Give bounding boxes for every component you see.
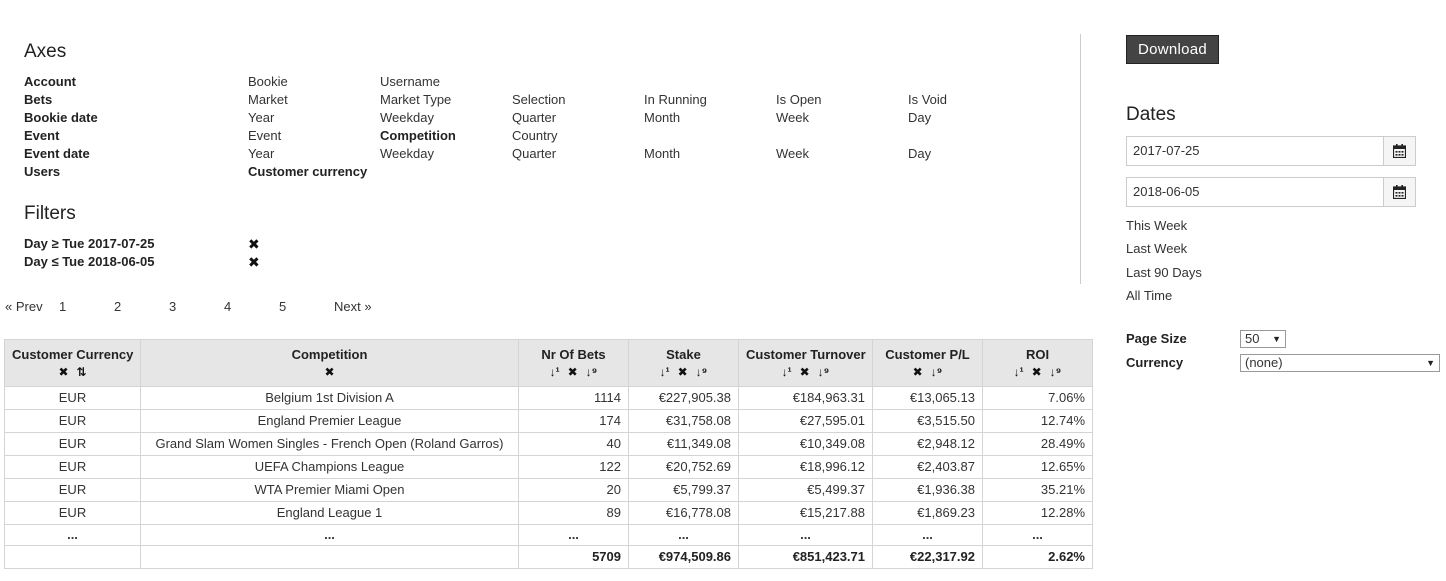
quick-range-last-week[interactable]: Last Week	[1126, 241, 1188, 256]
axis-option[interactable]: Quarter	[512, 146, 557, 161]
table-cell: England Premier League	[141, 410, 519, 433]
remove-icon[interactable]: ✖	[799, 364, 810, 379]
table-cell: €11,349.08	[629, 433, 739, 456]
table-row	[5, 479, 1093, 502]
axis-option[interactable]: Customer currency	[248, 164, 368, 179]
ellipsis-cell: ...	[519, 525, 629, 546]
sort-desc-icon[interactable]: ↓⁹	[695, 364, 708, 379]
axis-option[interactable]: In Running	[644, 92, 707, 107]
table-cell: €13,065.13	[873, 387, 983, 410]
pagination-page-3[interactable]: 3	[169, 299, 177, 314]
axes-title: Axes	[24, 41, 67, 62]
table-cell: €1,869.23	[873, 502, 983, 525]
page-size-label: Page Size	[1126, 331, 1187, 346]
table-cell: EUR	[5, 387, 141, 410]
table-cell: Grand Slam Women Singles - French Open (Roland Garros)	[141, 433, 519, 456]
date-from-field[interactable]	[1126, 136, 1416, 166]
axis-option[interactable]: Weekday	[380, 146, 434, 161]
table-cell: 12.74%	[983, 410, 1093, 433]
table-cell: 40	[519, 433, 629, 456]
axis-option[interactable]: Market Type	[380, 92, 452, 107]
remove-icon[interactable]: ✖	[58, 364, 69, 379]
col-header-label: Customer Currency	[12, 346, 134, 362]
total-cell	[5, 546, 141, 569]
table-cell: €20,752.69	[629, 456, 739, 479]
table-cell: England League 1	[141, 502, 519, 525]
axis-option[interactable]: Week	[776, 146, 809, 161]
sort-icon[interactable]: ⇅	[76, 364, 87, 379]
remove-icon[interactable]: ✖	[912, 364, 923, 379]
table-cell: €5,499.37	[739, 479, 873, 502]
col-header-label: Stake	[666, 346, 701, 362]
axis-option[interactable]: Is Open	[776, 92, 822, 107]
axis-option[interactable]: Week	[776, 110, 809, 125]
dates-title: Dates	[1126, 104, 1176, 125]
axis-option[interactable]: Weekday	[380, 110, 434, 125]
axis-option[interactable]: Selection	[512, 92, 566, 107]
col-header-customer-pl	[873, 340, 983, 387]
ellipsis-cell: ...	[739, 525, 873, 546]
axis-option[interactable]: Year	[248, 110, 275, 125]
table-header-row	[5, 340, 1093, 387]
table-cell: Belgium 1st Division A	[141, 387, 519, 410]
total-cell	[141, 546, 519, 569]
date-to-value: 2018-06-05	[1133, 184, 1200, 199]
axis-option[interactable]: Day	[908, 110, 932, 125]
col-header-label: Customer P/L	[885, 346, 970, 362]
table-totals-row	[5, 546, 1093, 569]
axis-option[interactable]: Year	[248, 146, 275, 161]
axis-option[interactable]: Country	[512, 128, 558, 143]
axis-option[interactable]: Bookie	[248, 74, 288, 89]
remove-filter-icon[interactable]: ✖	[248, 254, 260, 270]
pagination-page-4[interactable]: 4	[224, 299, 232, 314]
axis-option[interactable]: Event	[248, 128, 282, 143]
sort-desc-icon[interactable]: ↓⁹	[1049, 364, 1062, 379]
results-table	[4, 339, 1093, 569]
calendar-icon[interactable]	[1383, 137, 1415, 165]
table-cell: €3,515.50	[873, 410, 983, 433]
currency-label: Currency	[1126, 355, 1184, 370]
axis-group-label: Bets	[24, 92, 53, 107]
date-from-value: 2017-07-25	[1133, 143, 1200, 158]
table-cell: 7.06%	[983, 387, 1093, 410]
axis-group-label: Event	[24, 128, 60, 143]
col-header-label: Competition	[291, 346, 368, 362]
table-cell: 12.65%	[983, 456, 1093, 479]
table-cell: €27,595.01	[739, 410, 873, 433]
sort-asc-icon[interactable]: ↓¹	[1013, 364, 1024, 379]
table-cell: €15,217.88	[739, 502, 873, 525]
axis-option[interactable]: Month	[644, 110, 681, 125]
col-header-label: ROI	[1025, 346, 1050, 362]
col-header-customer-turnover	[739, 340, 873, 387]
page-size-select[interactable]	[1240, 330, 1286, 348]
axis-group-label: Users	[24, 164, 61, 179]
sort-asc-icon[interactable]: ↓¹	[549, 364, 560, 379]
table-cell: EUR	[5, 456, 141, 479]
table-cell: 89	[519, 502, 629, 525]
filter-label: Day ≥ Tue 2017-07-25	[24, 236, 155, 251]
pagination-page-5[interactable]: 5	[279, 299, 287, 314]
axis-option[interactable]: Competition	[380, 128, 456, 143]
table-cell: €227,905.38	[629, 387, 739, 410]
table-cell: EUR	[5, 410, 141, 433]
sort-desc-icon[interactable]: ↓⁹	[930, 364, 943, 379]
table-cell: 1114	[519, 387, 629, 410]
currency-select[interactable]	[1240, 354, 1440, 372]
table-cell: EUR	[5, 502, 141, 525]
pagination-prev[interactable]: « Prev	[5, 299, 43, 314]
col-header-customer-currency	[5, 340, 141, 387]
table-cell: €16,778.08	[629, 502, 739, 525]
quick-range-this-week[interactable]: This Week	[1126, 218, 1188, 233]
remove-filter-icon[interactable]: ✖	[248, 236, 260, 252]
table-cell: UEFA Champions League	[141, 456, 519, 479]
ellipsis-cell: ...	[629, 525, 739, 546]
total-customer-turnover: €851,423.71	[739, 546, 873, 569]
quick-range-all-time[interactable]: All Time	[1126, 288, 1173, 303]
ellipsis-cell: ...	[983, 525, 1093, 546]
table-cell: €10,349.08	[739, 433, 873, 456]
vertical-divider	[1080, 34, 1081, 284]
download-button[interactable]: Download	[1126, 35, 1219, 64]
calendar-icon[interactable]	[1383, 178, 1415, 206]
table-cell: €1,936.38	[873, 479, 983, 502]
remove-icon[interactable]: ✖	[567, 364, 578, 379]
filter-label: Day ≤ Tue 2018-06-05	[24, 254, 155, 269]
col-header-nr-of-bets	[519, 340, 629, 387]
sort-desc-icon[interactable]: ↓⁹	[817, 364, 830, 379]
dropdown-arrow-icon: ▼	[1272, 334, 1281, 344]
ellipsis-cell: ...	[5, 525, 141, 546]
sort-desc-icon[interactable]: ↓⁹	[585, 364, 598, 379]
col-header-competition	[141, 340, 519, 387]
axis-option[interactable]: Market	[248, 92, 288, 107]
col-header-label: Nr Of Bets	[541, 346, 606, 362]
axis-option[interactable]: Month	[644, 146, 681, 161]
axis-group-label: Bookie date	[24, 110, 98, 125]
table-row	[5, 410, 1093, 433]
table-cell: 122	[519, 456, 629, 479]
axis-option[interactable]: Is Void	[908, 92, 948, 107]
table-cell: €31,758.08	[629, 410, 739, 433]
total-nr-of-bets: 5709	[519, 546, 629, 569]
table-row	[5, 433, 1093, 456]
remove-icon[interactable]: ✖	[677, 364, 688, 379]
pagination-page-2[interactable]: 2	[114, 299, 122, 314]
remove-icon[interactable]: ✖	[324, 364, 335, 379]
sort-asc-icon[interactable]: ↓¹	[659, 364, 670, 379]
axis-group-label: Event date	[24, 146, 90, 161]
table-cell: €2,948.12	[873, 433, 983, 456]
table-cell: EUR	[5, 479, 141, 502]
table-cell: 35.21%	[983, 479, 1093, 502]
table-ellipsis-row	[5, 525, 1093, 546]
date-to-field[interactable]	[1126, 177, 1416, 207]
total-roi: 2.62%	[983, 546, 1093, 569]
table-cell: EUR	[5, 433, 141, 456]
table-row	[5, 387, 1093, 410]
ellipsis-cell: ...	[141, 525, 519, 546]
col-header-label: Customer Turnover	[746, 346, 866, 362]
remove-icon[interactable]: ✖	[1031, 364, 1042, 379]
total-customer-pl: €22,317.92	[873, 546, 983, 569]
table-row	[5, 502, 1093, 525]
table-cell: €18,996.12	[739, 456, 873, 479]
table-cell: 28.49%	[983, 433, 1093, 456]
sort-asc-icon[interactable]: ↓¹	[781, 364, 792, 379]
pagination-next[interactable]: Next »	[334, 299, 372, 314]
axis-option[interactable]: Day	[908, 146, 932, 161]
total-stake: €974,509.86	[629, 546, 739, 569]
pagination-page-1[interactable]: 1	[59, 299, 67, 314]
ellipsis-cell: ...	[873, 525, 983, 546]
col-header-stake	[629, 340, 739, 387]
axis-group-label: Account	[24, 74, 76, 89]
filters-title: Filters	[24, 203, 76, 224]
table-cell: €5,799.37	[629, 479, 739, 502]
table-cell: €184,963.31	[739, 387, 873, 410]
axis-option[interactable]: Quarter	[512, 110, 557, 125]
table-cell: 12.28%	[983, 502, 1093, 525]
dropdown-arrow-icon: ▼	[1426, 358, 1435, 368]
table-row	[5, 456, 1093, 479]
page-size-value: 50	[1245, 331, 1260, 346]
col-header-roi	[983, 340, 1093, 387]
table-cell: 174	[519, 410, 629, 433]
quick-range-last-90-days[interactable]: Last 90 Days	[1126, 265, 1202, 280]
table-cell: WTA Premier Miami Open	[141, 479, 519, 502]
axis-option[interactable]: Username	[380, 74, 440, 89]
currency-value: (none)	[1245, 355, 1283, 370]
table-cell: €2,403.87	[873, 456, 983, 479]
table-cell: 20	[519, 479, 629, 502]
